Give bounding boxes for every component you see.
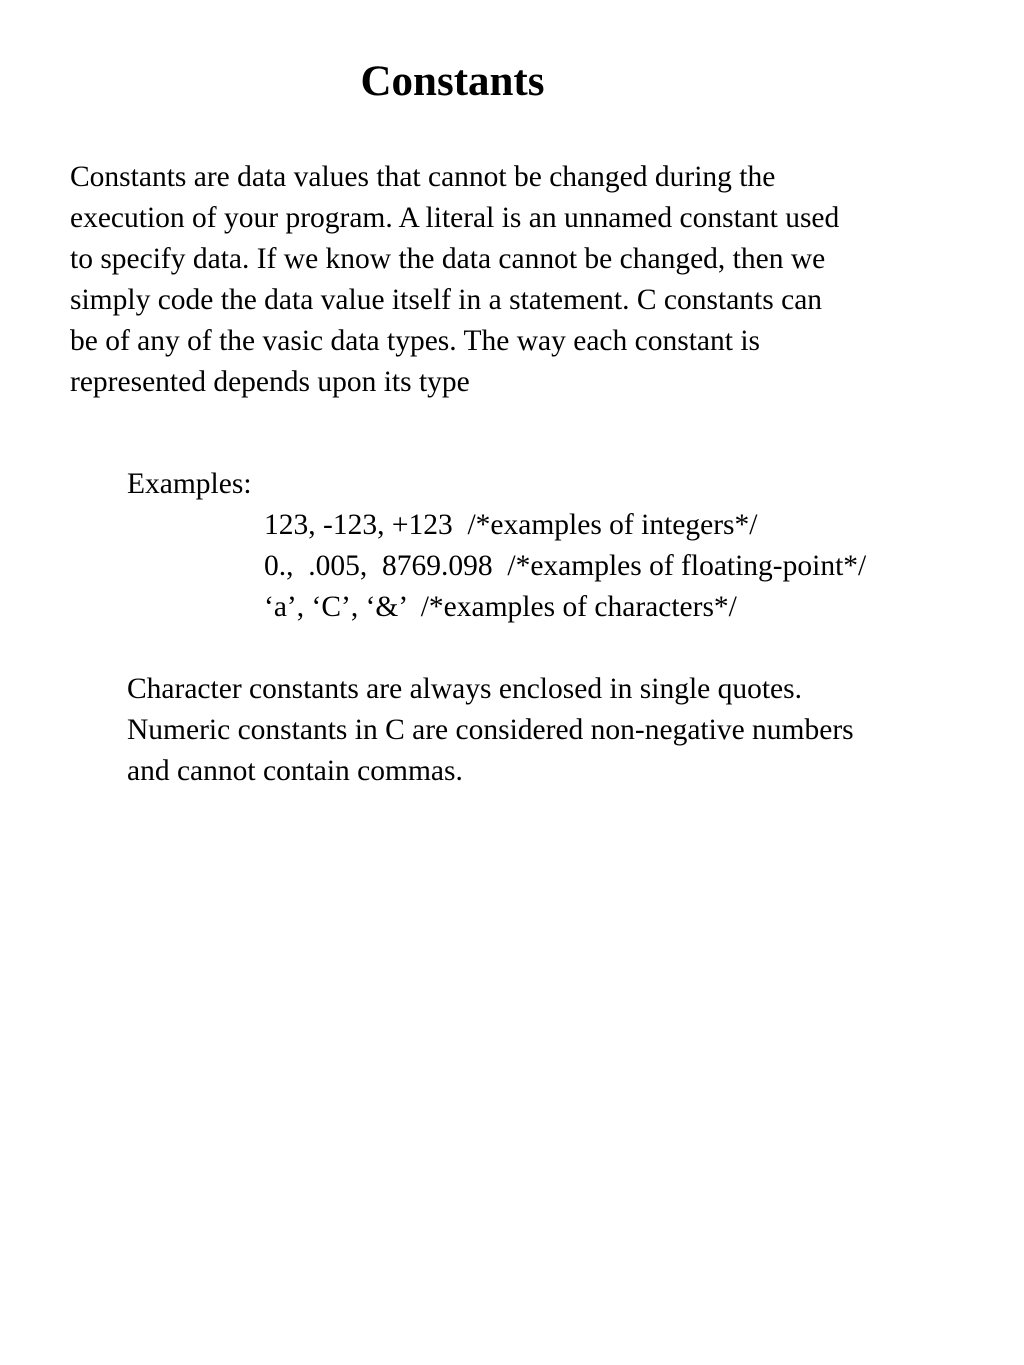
notes-line: Character constants are always enclosed in single quotes.	[127, 673, 802, 705]
intro-line: represented depends upon its type	[70, 366, 470, 398]
example-integers: 123, -123, +123 /*examples of integers*/	[264, 509, 758, 541]
notes-paragraph	[127, 669, 1007, 792]
intro-line: execution of your program. A literal is an unnamed constant used	[70, 202, 840, 234]
intro-line: be of any of the vasic data types. The way each constant is	[70, 325, 761, 357]
intro-line: Constants are data values that cannot be changed during the	[70, 161, 776, 193]
notes-line: and cannot contain commas.	[127, 755, 463, 787]
intro-line: to specify data. If we know the data cannot be changed, then we	[70, 243, 826, 275]
example-floating-point: 0., .005, 8769.098 /*examples of floating-point*/	[264, 550, 867, 582]
page-title: Constants	[360, 58, 545, 105]
intro-paragraph	[70, 157, 1010, 403]
example-characters: ‘a’, ‘C’, ‘&’ /*examples of characters*/	[264, 591, 737, 623]
examples-label: Examples:	[127, 468, 252, 500]
intro-line: simply code the data value itself in a statement. C constants can	[70, 284, 823, 316]
examples-list	[264, 505, 866, 628]
notes-line: Numeric constants in C are considered non-negative numbers	[127, 714, 854, 746]
